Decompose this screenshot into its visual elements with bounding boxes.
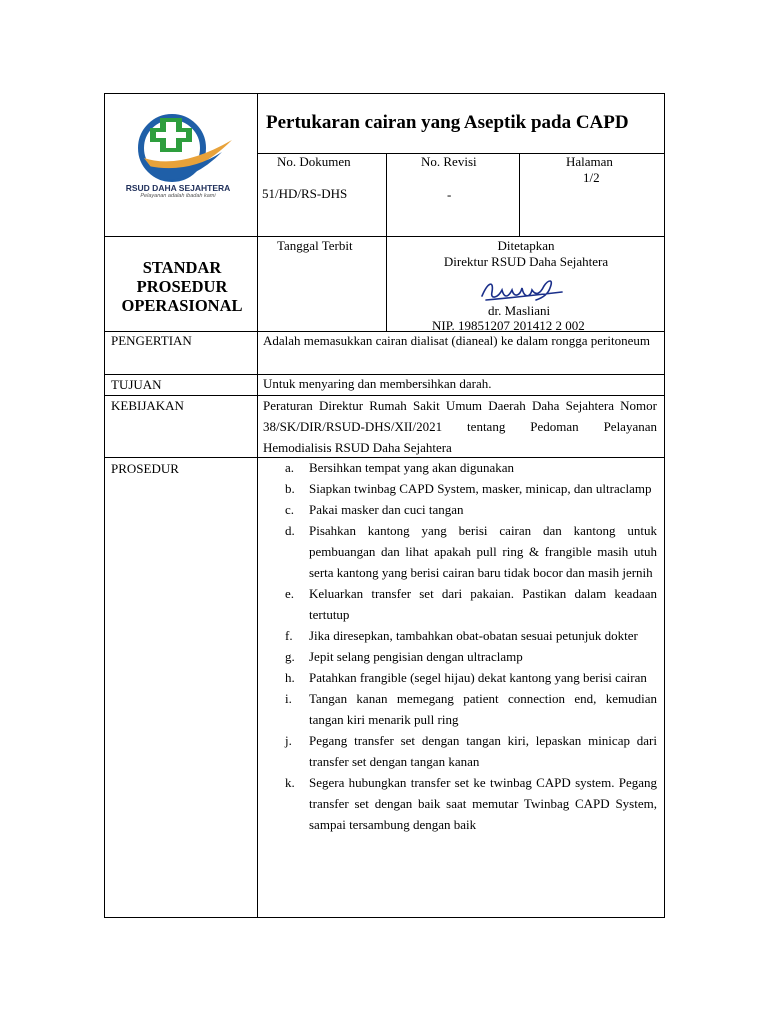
step-text: Pisahkan kantong yang berisi cairan dan kantong untuk pembuangan dan lihat apakah pull ring & frangible masih utuh serta kantong yang berisi cairan baru tidak bocor dan masih jernih (309, 523, 657, 580)
step-text: Jepit selang pengisian dengan ultraclamp (309, 649, 523, 664)
column-divider (257, 93, 258, 918)
prosedur-step (285, 667, 657, 688)
direktur-nip: NIP. 19851207 201412 2 002 (432, 318, 585, 333)
border-right (664, 93, 665, 918)
sop-heading (108, 258, 256, 315)
step-text: Pegang transfer set dengan tangan kiri, lepaskan minicap dari transfer set dengan tangan kanan (309, 733, 657, 769)
document-title: Pertukaran cairan yang Aseptik pada CAPD (266, 112, 629, 133)
prosedur-label: PROSEDUR (111, 461, 179, 476)
step-text: Siapkan twinbag CAPD System, masker, minicap, dan ultraclamp (309, 481, 652, 496)
hospital-logo (110, 100, 252, 216)
step-marker: c. (285, 502, 295, 517)
step-marker: h. (285, 670, 295, 685)
prosedur-step (285, 730, 657, 772)
no-dokumen-value: 51/HD/RS-DHS (262, 186, 348, 201)
step-text: Bersihkan tempat yang akan digunakan (309, 460, 515, 475)
pengertian-text: Adalah memasukkan cairan dialisat (dianeal) ke dalam rongga peritoneum (263, 333, 650, 348)
border-bottom (104, 917, 665, 918)
pengertian-divider (104, 374, 665, 375)
logo-tagline: Pelayanan adalah ibadah kami (140, 193, 216, 199)
step-marker: j. (285, 733, 292, 748)
kebijakan-label: KEBIJAKAN (111, 398, 184, 413)
kebijakan-text: Peraturan Direktur Rumah Sakit Umum Daerah Daha Sejahtera Nomor 38/SK/DIR/RSUD-DHS/XII/2021 tentang Pedoman Pelayanan Hemodialisis RSUD Daha Sejahtera (263, 398, 657, 455)
step-text: Segera hubungkan transfer set ke twinbag CAPD system. Pegang transfer set dengan baik saat memutar Twinbag CAPD System, sampai tersambung dengan baik (309, 775, 657, 832)
direktur-label: Direktur RSUD Daha Sejahtera (443, 254, 609, 269)
step-marker: e. (285, 586, 295, 601)
sop-line-2: PROSEDUR (136, 277, 228, 296)
step-text: Jika diresepkan, tambahkan obat-obatan sesuai petunjuk dokter (309, 628, 638, 643)
prosedur-step (285, 646, 657, 667)
revisi-left-divider (386, 153, 387, 237)
tujuan-text: Untuk menyaring dan membersihkan darah. (263, 376, 492, 391)
tanggal-terbit-label: Tanggal Terbit (277, 238, 353, 253)
halaman-label: Halaman (566, 154, 613, 169)
halaman-value: 1/2 (583, 170, 600, 185)
step-marker: i. (285, 691, 292, 706)
signature-image (478, 276, 574, 306)
step-marker: d. (285, 523, 295, 538)
no-dokumen-label: No. Dokumen (277, 154, 351, 169)
direktur-name: dr. Masliani (488, 303, 551, 318)
prosedur-step (285, 520, 657, 583)
prosedur-step (285, 499, 657, 520)
border-left (104, 93, 105, 918)
border-top (104, 93, 665, 94)
sop-line-1: STANDAR (142, 258, 222, 277)
tujuan-label: TUJUAN (111, 377, 162, 392)
step-marker: g. (285, 649, 295, 664)
step-marker: k. (285, 775, 295, 790)
header-divider (104, 236, 665, 237)
step-marker: f. (285, 628, 293, 643)
prosedur-step (285, 457, 657, 478)
step-text: Pakai masker dan cuci tangan (309, 502, 464, 517)
sop-line-3: OPERASIONAL (121, 296, 243, 315)
step-text: Patahkan frangible (segel hijau) dekat kantong yang berisi cairan (309, 670, 647, 685)
no-revisi-value: - (447, 187, 452, 202)
step-text: Keluarkan transfer set dari pakaian. Pastikan dalam keadaan tertutup (309, 586, 657, 622)
logo-name: RSUD DAHA SEJAHTERA (125, 183, 231, 193)
prosedur-step (285, 625, 657, 646)
step-marker: a. (285, 460, 295, 475)
prosedur-step (285, 772, 657, 835)
pengertian-label: PENGERTIAN (111, 333, 192, 348)
prosedur-step (285, 478, 657, 499)
halaman-left-divider (519, 153, 520, 237)
prosedur-step (285, 583, 657, 625)
step-marker: b. (285, 481, 295, 496)
ditetapkan-label: Ditetapkan (497, 238, 555, 253)
step-text: Tangan kanan memegang patient connection end, kemudian tangan kiri menarik pull ring (309, 691, 657, 727)
prosedur-steps (285, 457, 657, 835)
prosedur-step (285, 688, 657, 730)
no-revisi-label: No. Revisi (421, 154, 477, 169)
